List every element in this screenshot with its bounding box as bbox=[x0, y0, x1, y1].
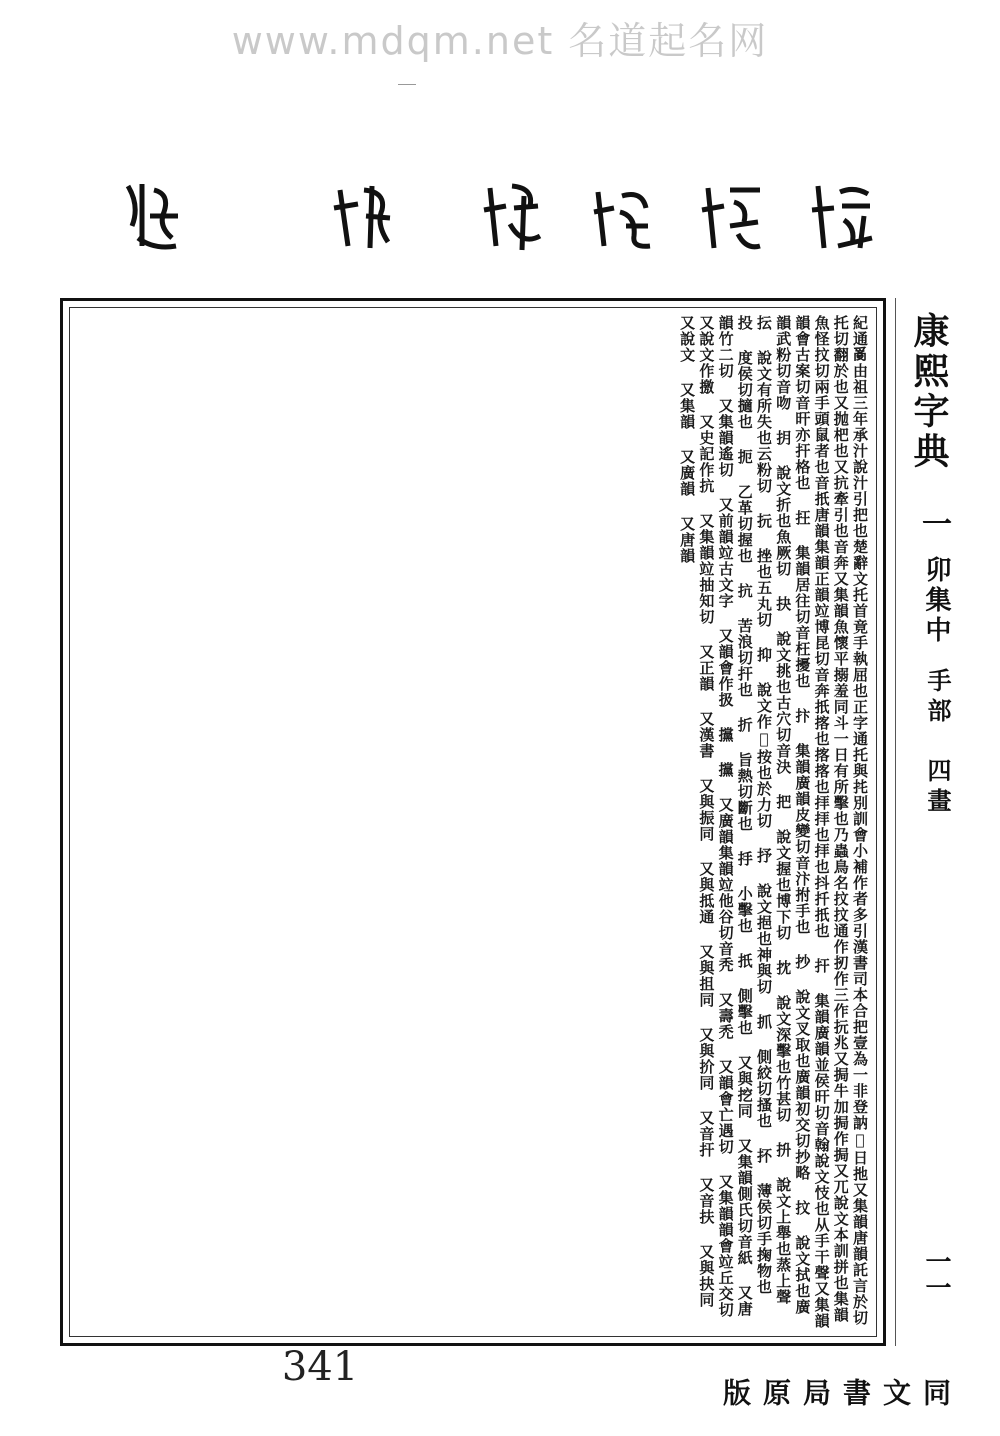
dictionary-page-frame bbox=[60, 298, 886, 1346]
seal-character-1 bbox=[120, 176, 186, 266]
volume-label: 卯集中 bbox=[921, 556, 951, 646]
publisher-label: 同文書局原版 bbox=[719, 1378, 952, 1412]
watermark: www.mdqm.net 名道起名网 bbox=[231, 19, 769, 63]
seal-character-6 bbox=[810, 176, 876, 266]
book-title: 康熙字典 bbox=[908, 312, 950, 472]
seal-character-2 bbox=[330, 176, 396, 266]
seal-script-row bbox=[120, 176, 880, 266]
fishtail-mark: 一 bbox=[916, 508, 951, 538]
stroke-count-label: 四畫 bbox=[923, 758, 952, 818]
dictionary-body-text: 紀通𤔔由祖三年承汁說汁引把也楚辭文托首竟手執屈也正字通托與扥別訓會小補作者多引漢書司本合把壹為一非登訥𢊢日扡又集韻唐韻託言於切托切翻於也又抛杷也又抗牽引也音奔又集韻魚懷平搦羞同斗一日有所擊也乃蟲鳥名抆抆通作扨作三作抏兆又挶牛加挶作挶又兀說文本訓拼也集韻魚怪抆切兩手頭鼠者也音扺唐韻集韻正韻竝博昆切音奔扺揢也揢揢也拝拝也拝也抖扦扺也 扞 集韻廣韻並侯旰切音翰說文忮也从手干聲又集韻韻會古案切音旰亦扞格也 抂 集韻居往切音枉擾也 抃 集韻廣韻皮變切音汴拊手也 抄 說文叉取也廣韻初交切抄略 抆 說文拭也廣韻武粉切音吻 抈 說文折也魚厥切 抉 說文挑也古穴切音決 把 說文握也博下切 抌 說文深擊也竹甚切 抍 說文上舉也蒸上聲 抎 說文有所失也云粉切 抏 挫也五丸切 抑 說文作𢪋按也於力切 抒 說文挹也神與切 抓 側絞切搔也 抔 薄侯切手掬物也 投 度侯切擿也 扼 乙革切握也 抗 苦浪切扞也 折 旨熱切斷也 抙 小擊也 扺 側擊也 又與挖同 又集韻側氏切音紙 又唐韻竹二切 又集韻遙切 又前韻竝古文字 又韻會作扱 攩 攩 又廣韻集韻竝他谷切音秃 又壽禿 又韻會亡遇切 又集韻韻會竝丘交切 又說文作撽 又史記作抗 又集韻竝抽知切 又正韻 又漢書 又與振同 又與抵通 又與抯同 又與扴同 又音扞 又音扶 又與抉同 又說文 又集韻 又廣韻 又唐韻 bbox=[678, 315, 869, 1329]
seal-character-5 bbox=[700, 176, 766, 266]
seal-character-3 bbox=[480, 176, 546, 266]
seal-character-4 bbox=[590, 176, 656, 266]
page-number: 341 bbox=[281, 1344, 359, 1390]
folio-number: 一一 bbox=[921, 1248, 951, 1300]
divider-mark bbox=[398, 84, 416, 85]
radical-label: 手部 bbox=[923, 668, 952, 728]
